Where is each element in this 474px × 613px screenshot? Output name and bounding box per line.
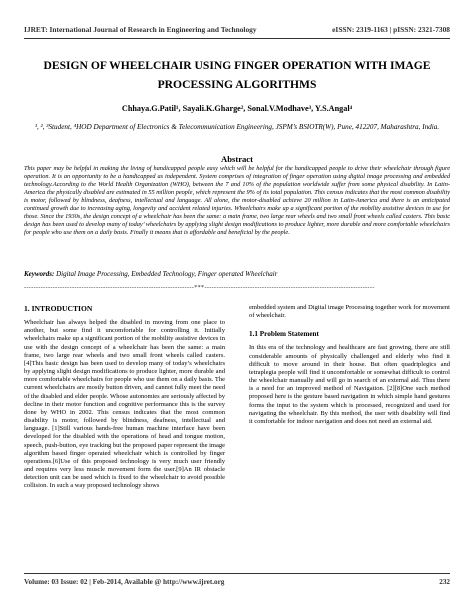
volume-info: Volume: 03 Issue: 02 | Feb-2014, Available @ http://www.ijret.org xyxy=(24,578,225,586)
abstract-heading: Abstract xyxy=(221,154,253,164)
header-rule xyxy=(24,38,450,39)
keywords-label: Keywords: xyxy=(24,270,55,278)
journal-name: IJRET: International Journal of Research in Engineering and Technology xyxy=(24,25,257,34)
keywords-text: Digital Image Processing, Embedded Technology, Finger operated Wheelchair xyxy=(54,270,278,278)
running-header xyxy=(24,25,450,34)
introduction-heading: 1. INTRODUCTION xyxy=(24,304,93,313)
footer-rule xyxy=(24,573,450,574)
problem-statement-heading: 1.1 Problem Statement xyxy=(249,330,319,339)
paper-title: DESIGN OF WHEELCHAIR USING FINGER OPERATION WITH IMAGE PROCESSING ALGORITHMS xyxy=(43,59,431,91)
problem-statement-text: In this era of the technology and healthcare are fast growing, there are still considerable amounts of physically challenged and elderly who find it difficult to move around in their house. But often quadriplegics and tetraplegia people will find it uncomfortable or somewhat difficult to control the wheelchair manually and will go in search of an external aid. Thus there is a need for an improved method of Navigation. [2][8]One such method proposed here is the gesture based navigation in which simple hand gestures forms the input to the system which is processed, recognized and used for navigating the wheelchair. By this method, the user with disability will find it comfortable for indoor navigation and does not need an external aid. xyxy=(249,344,450,425)
keywords xyxy=(24,270,450,278)
issn: eISSN: 2319-1163 | pISSN: 2321-7308 xyxy=(332,25,450,34)
affiliation: ¹, ², ³Student, ⁴HOD Department of Electronics & Telecommunication Engineering, JSPM’s BSIOTR(W), Pune, 412207, Maharashtra, India. xyxy=(34,123,440,131)
left-column xyxy=(24,305,225,490)
authors: Chhaya.G.Patil¹, Sayali.K.Gharge², Sonal.V.Modhave³, Y.S.Angal⁴ xyxy=(121,104,353,113)
page-number: 232 xyxy=(439,578,450,586)
abstract-text: This paper may be helpful in making the living of handicapped people easy which will be helpful for the handicapped people to drive their wheelchair through figure operation. It is an opportunity to be a handicapped as independent. System comprises of integration of finger operation using digital image processing and embedded technology.According to the World Health Organization (WHO), between the 7 and 10% of the population worldwide suffer from some physical disability. In Latin-America the physically disabled are estimated in 55 million people, which represent the 9% of its total population. This census indicates that the most common disability is motor, followed by blindness, deafness, intellectual and language. All alone, the motor-disabled achieve 20 million in Latin-America and there is an anticipated continued growth due to increasing aging, longevity and accident related injuries. Wheelchairs make up a significant portion of the mobility assistive devices in use for those. Since the 1930s, the design concept of a wheelchair has been the same: a main frame, two large rear wheels and two small front wheels called casters. This basic design has been used to develop many of today’ wheelchairs by applying slight design modifications to produce lighter, more durable and more comfortable wheelchairs for people who use them on a daily basis. Finally it means that is affordable and beneficial by the people. xyxy=(24,165,450,237)
running-footer xyxy=(24,578,450,586)
introduction-continued: embedded system and Digital image Processing together work for movement of wheelchair. xyxy=(249,304,450,320)
right-column xyxy=(249,304,450,426)
section-separator: -----------------------------------------------------------------------***----------------------------------------------------------------------- xyxy=(24,285,375,291)
introduction-text: Wheelchair has always helped the disabled in moving from one place to another, but some find it uncomfortable for controlling it. Initially wheelchairs make up a significant portion of the mobility assistive devices in use with the design concept of a wheelchair has been the same: a main frame, two large rear wheels and two small front wheels called casters. [4]This basic design has been used to develop many of today’s wheelchairs by applying slight design modifications to produce lighter, more durable and more comfortable wheelchairs for people who use them on a daily basis. The current wheelchairs are mostly button driven, and cannot fully meet the need of the disabled and elder people. Whose autonomies are seriously affected by decline in their motor function and cognitive performance this is the survey done by WHO in 2002. This census indicates that the most common disability is motor, followed by blindness, deafness, intellectual and language. [1]Still various hands-free human machine interface have been developed for the disabled with the operations of head and tongue motion, speech, push-button, eye tracking but the proposed paper represent the image algorithm based finger operated wheelchair which is controlled by finger operations.[6]Use of this proposed technology is very much user friendly and requires very less muscle movement form the user.[9]An IR obstacle detection unit can be used which is fixed to the wheelchair to avoid possible collision. In such a way proposed technology shows xyxy=(24,319,225,490)
